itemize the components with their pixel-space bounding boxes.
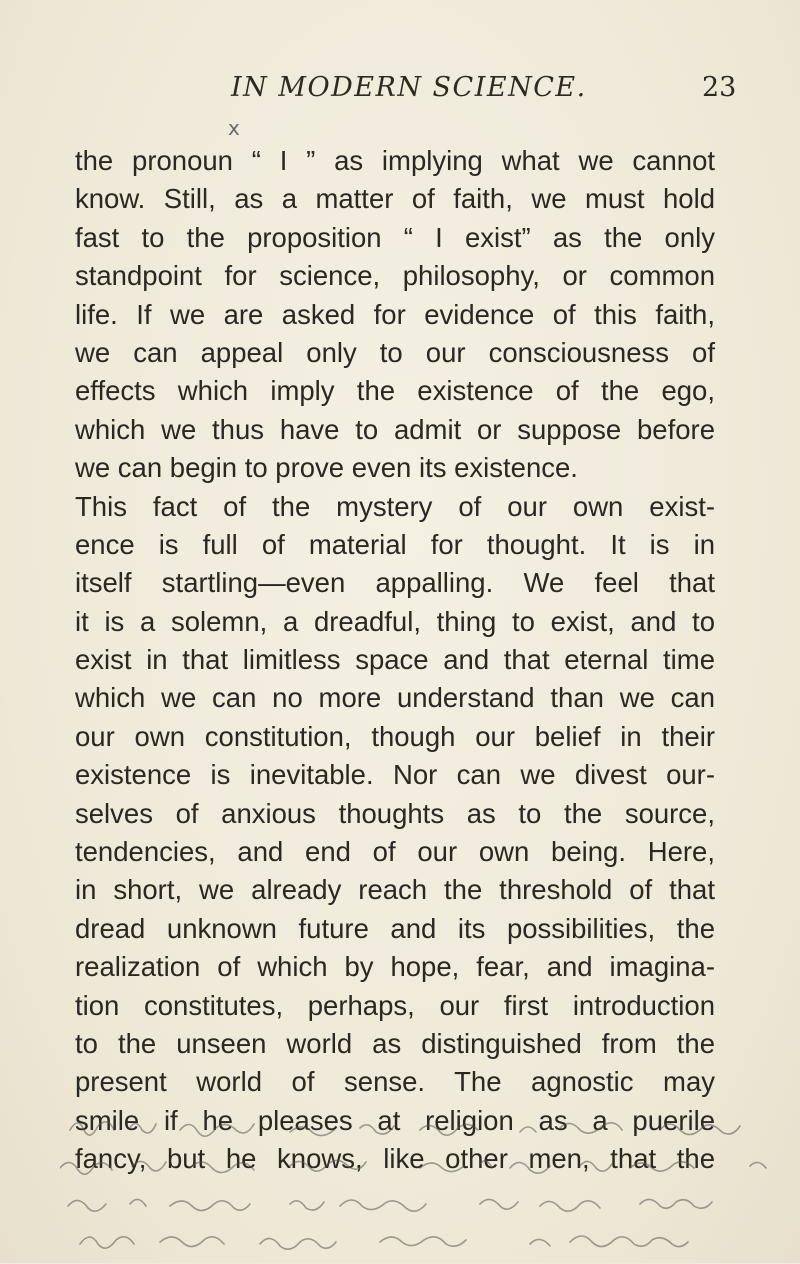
text-line: ence is full of material for thought. It is in <box>75 528 715 560</box>
text-line: tion constitutes, perhaps, our first introduction <box>75 989 715 1021</box>
text-line: standpoint for science, philosophy, or common <box>75 260 715 292</box>
pencil-mark: x <box>228 116 240 140</box>
text-line: life. If we are asked for evidence of this faith, <box>75 298 715 330</box>
text-line: our own constitution, though our belief in their <box>75 720 715 752</box>
text-line: we can begin to prove even its existence. <box>75 452 578 484</box>
text-line: itself startling—even appalling. We feel that <box>75 567 715 599</box>
page-number: 23 <box>702 72 737 103</box>
text-line: the pronoun “ I ” as implying what we cannot <box>75 145 715 176</box>
text-line: present world of sense. The agnostic may <box>75 1066 715 1098</box>
text-line: know. Still, as a matter of faith, we must hold <box>75 183 715 215</box>
text-line: we can appeal only to our consciousness of <box>75 336 715 368</box>
text-line: realization of which by hope, fear, and imagina- <box>75 951 715 983</box>
text-line: existence is inevitable. Nor can we divest our- <box>75 759 715 791</box>
handwritten-annotation <box>60 1110 800 1260</box>
text-line: exist in that limitless space and that eternal time <box>75 644 715 676</box>
text-line: it is a solemn, a dreadful, thing to exist, and to <box>75 605 715 637</box>
text-line: which we can no more understand than we can <box>75 682 715 714</box>
text-line: effects which imply the existence of the ego, <box>75 375 715 407</box>
running-title: IN MODERN SCIENCE. <box>231 72 587 103</box>
text-line: selves of anxious thoughts as to the source, <box>75 797 715 829</box>
text-line: which we thus have to admit or suppose before <box>75 413 715 445</box>
text-line: dread unknown future and its possibilities, the <box>75 912 715 944</box>
text-line: tendencies, and end of our own being. Here, <box>75 836 715 868</box>
text-line: This fact of the mystery of our own exist- <box>75 490 715 522</box>
running-head <box>0 72 800 112</box>
handwriting-scribble <box>60 1110 800 1260</box>
text-line: in short, we already reach the threshold of that <box>75 874 715 906</box>
body-paragraph <box>75 142 715 1179</box>
text-line: smile if he pleases at religion as a puerile <box>75 1104 715 1136</box>
text-line: fancy, but he knows, like other men, that the <box>75 1143 715 1175</box>
text-line: to the unseen world as distinguished from the <box>75 1027 715 1059</box>
text-line: fast to the proposition “ I exist” as the only <box>75 221 715 253</box>
